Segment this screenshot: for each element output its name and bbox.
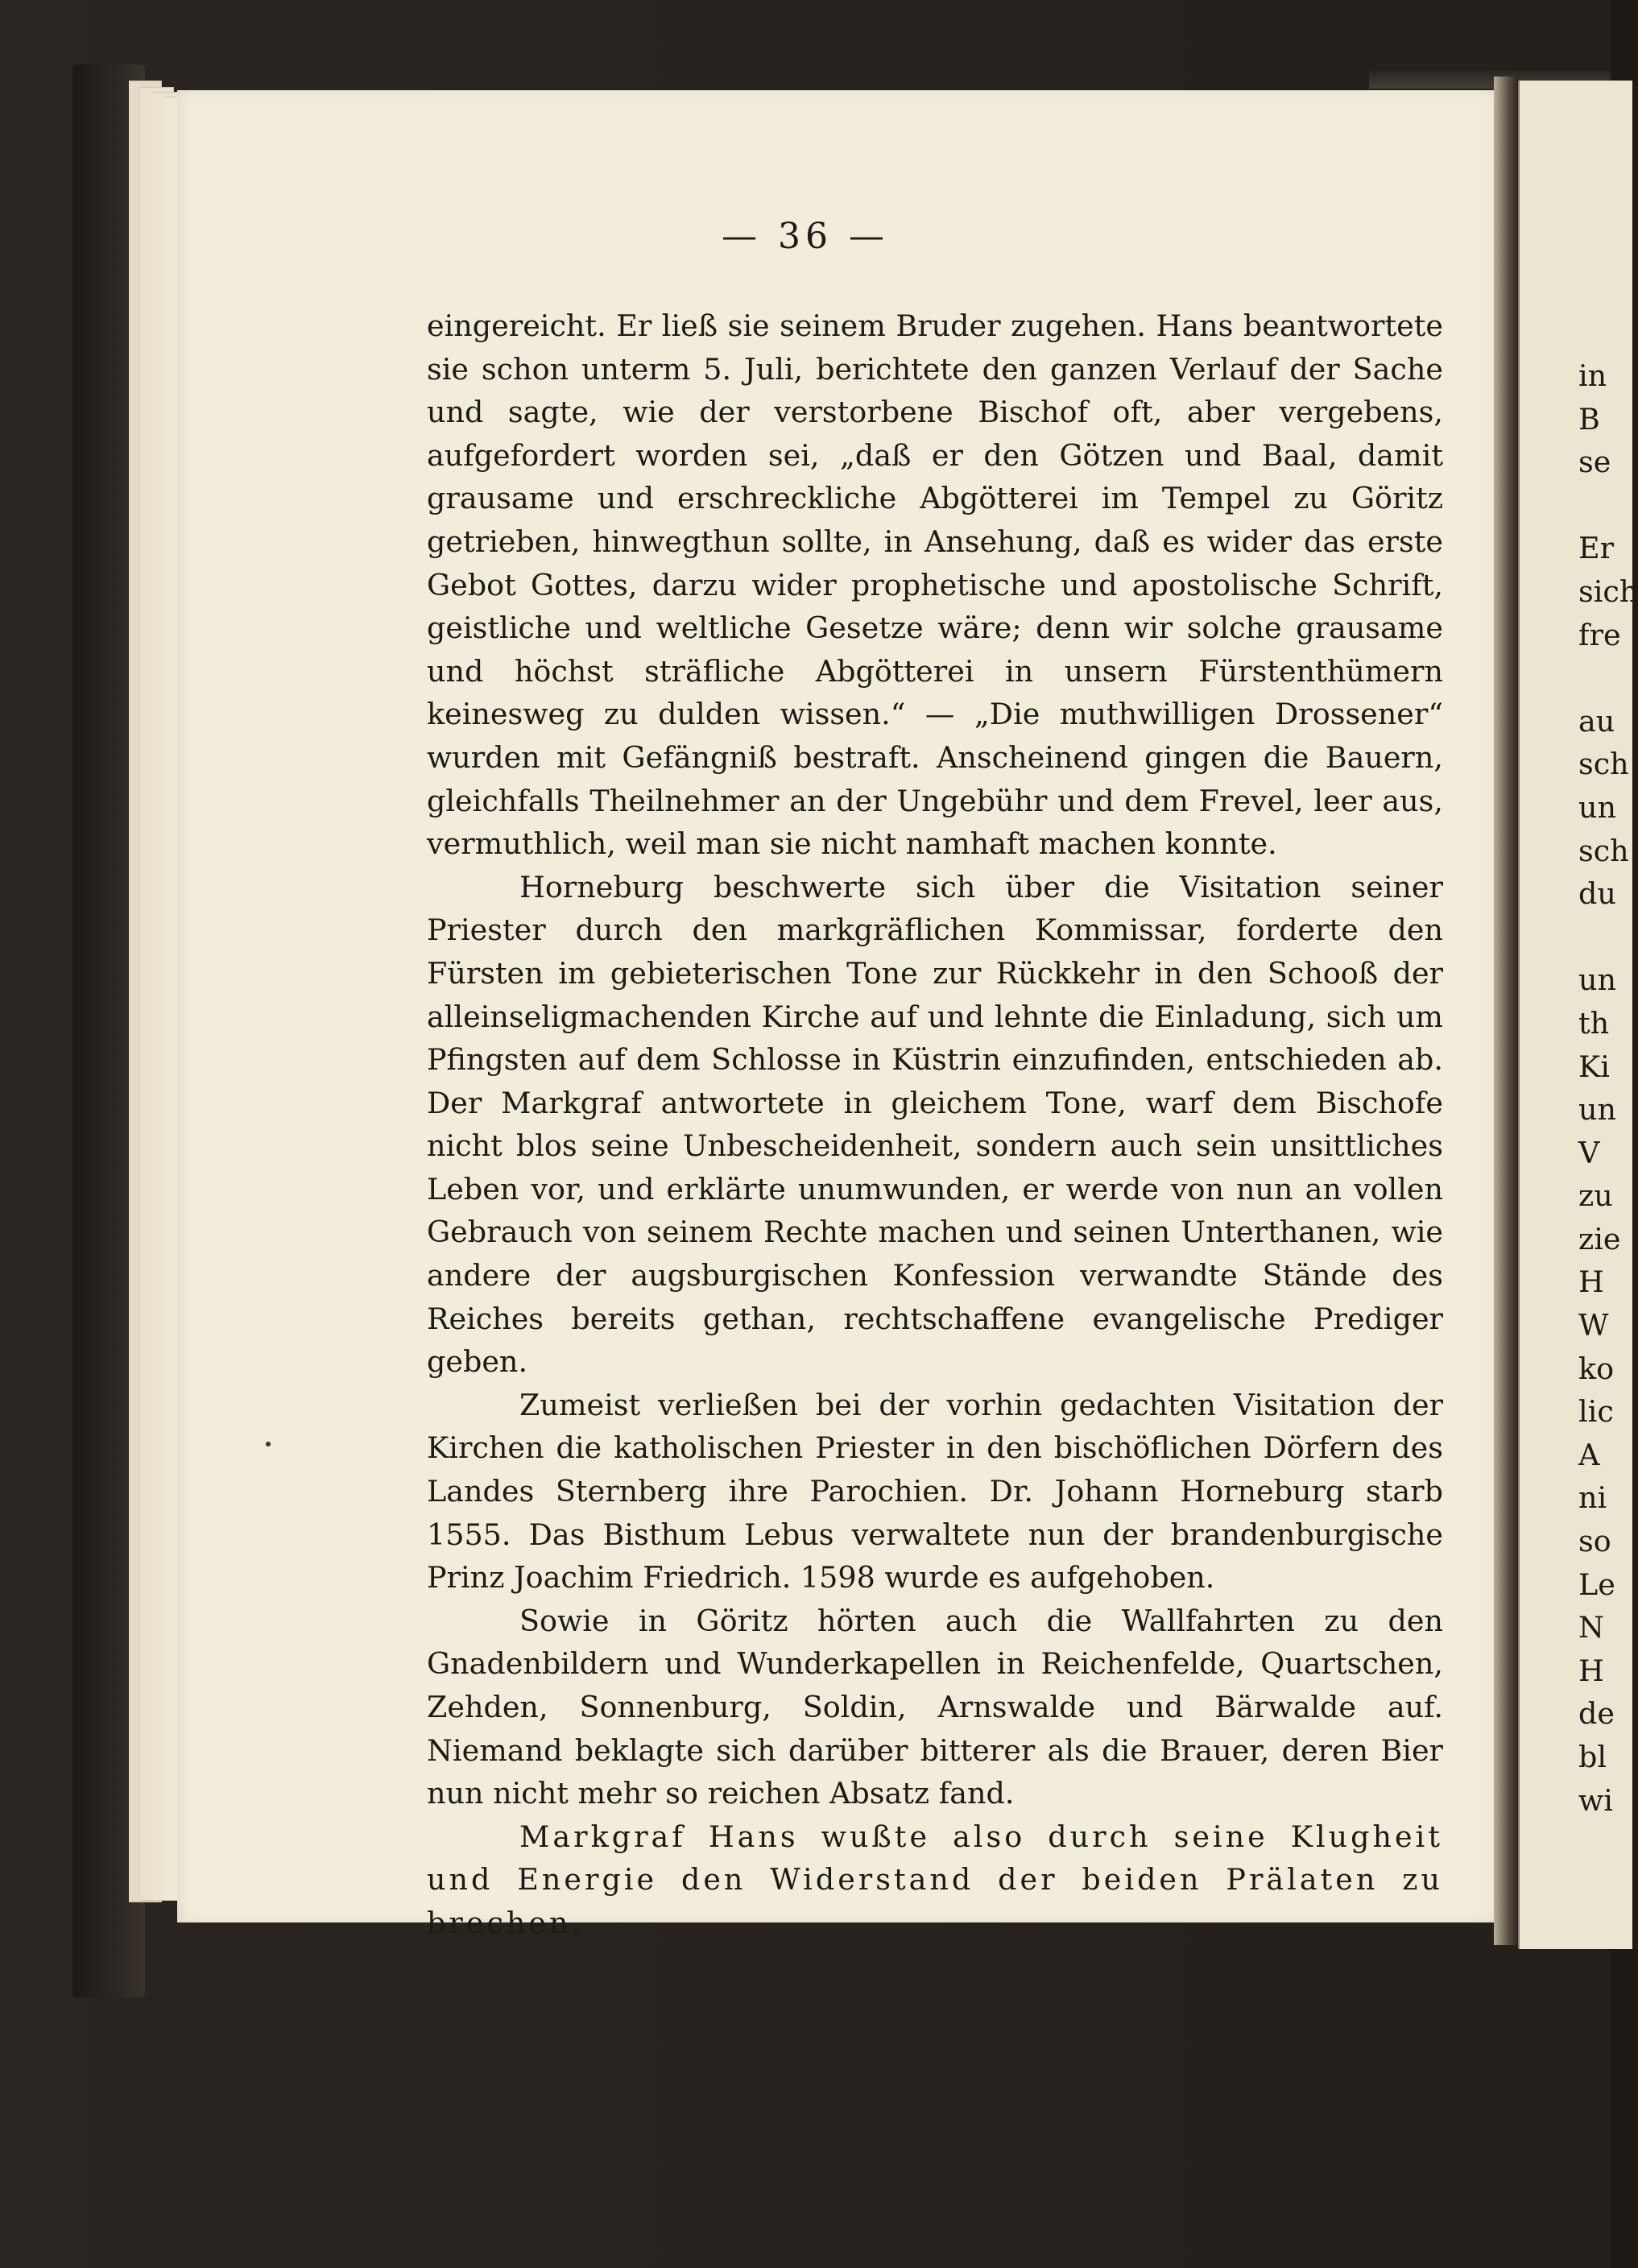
adjacent-line-fragment: de — [1578, 1696, 1615, 1732]
adjacent-line-fragment: fre — [1578, 617, 1621, 652]
adjacent-line-fragment — [1578, 656, 1638, 700]
adjacent-line-fragment: un — [1578, 1092, 1617, 1128]
adjacent-line-fragment: au — [1578, 703, 1615, 739]
adjacent-line-fragment: in — [1578, 358, 1607, 393]
adjacent-line-fragment: se — [1578, 445, 1611, 480]
adjacent-line-fragment: N — [1578, 1610, 1604, 1645]
adjacent-line-fragment: so — [1578, 1524, 1611, 1559]
adjacent-line-fragment: V — [1578, 1135, 1600, 1170]
adjacent-line-fragment: W — [1578, 1308, 1609, 1343]
paragraph: Zumeist verließen bei der vorhin gedachten Visitation der Kirchen die katholischen Priester in den bischöflichen Dörfern des Landes Sternberg ihre Parochien. Dr. Johann Horneburg starb 1555. Das Bisthum Lebus verwaltete nun der brandenburgische Prinz Joachim Friedrich. 1598 wurde es aufgehoben. — [427, 1387, 1443, 1595]
adjacent-line-fragment: un — [1578, 962, 1617, 998]
adjacent-line-fragment: sch — [1578, 833, 1629, 868]
ink-speck — [266, 1442, 271, 1446]
adjacent-line-fragment: th — [1578, 1005, 1610, 1041]
adjacent-line-fragment: Ki — [1578, 1049, 1610, 1084]
paragraph: Horneburg beschwerte sich über die Visitation seiner Priester durch den markgräflichen Kommissar, forderte den Fürsten im gebieterischen Tone zur Rückkehr in den Schooß der alleinseligmachenden Kirche auf und lehnte die Einladung, sich um Pfingsten auf dem Schlosse in Küstrin einzufinden, entschieden ab. Der Markgraf antwortete in gleichem Tone, warf dem Bischofe nicht blos seine Unbescheidenheit, sondern auch sein unsittliches Leben vor, und erklärte unumwunden, er werde von nun an vollen Gebrauch von seinem Rechte machen und seinen Unterthanen, wie andere der augsburgischen Konfession verwandte Stände des Reiches bereits gethan, rechtschaffene evangelische Prediger geben. — [427, 869, 1443, 1380]
adjacent-line-fragment: H — [1578, 1264, 1604, 1300]
paragraph: Sowie in Göritz hörten auch die Wallfahrten zu den Gnadenbildern und Wunderkapellen in Reichenfelde, Quartschen, Zehden, Sonnenburg, Soldin, Arnswalde und Bärwalde auf. Niemand beklagte sich darüber bitterer als die Brauer, deren Bier nun nicht mehr so reichen Absatz fand. — [427, 1603, 1443, 1811]
book-gutter — [1494, 77, 1518, 1945]
adjacent-line-fragment — [1578, 916, 1638, 959]
adjacent-line-fragment: bl — [1578, 1740, 1607, 1774]
adjacent-line-fragment: Er — [1578, 531, 1615, 566]
closing-paragraph: Markgraf Hans wußte also durch seine Klugheit und Energie den Widerstand der beiden Prälaten zu brechen. — [427, 1819, 1443, 1940]
adjacent-line-fragment — [1578, 484, 1638, 528]
paragraph: eingereicht. Er ließ sie seinem Bruder zugehen. Hans beantwortete sie schon unterm 5. Juli, berichtete den ganzen Verlauf der Sache und sagte, wie der verstorbene Bischof oft, aber vergebens, aufgefordert worden sei, „daß er den Götzen und Baal, damit grausame und erschreckliche Abgötterei im Tempel zu Göritz getrieben, hinwegthun sollte, in Ansehung, daß es wider das erste Gebot Gottes, darzu wider prophetische und apostolische Schrift, geistliche und weltliche Gesetze wäre; denn wir solche grausame und höchst sträfliche Abgötterei in unsern Fürstenthümern keinesweg zu dulden wissen.“ — „Die muthwilligen Drossener“ wurden mit Gefängniß bestraft. Anscheinend gingen die Bauern, gleichfalls Theilnehmer an der Ungebühr und dem Frevel, leer aus, vermuthlich, weil man sie nicht namhaft machen konnte. — [427, 308, 1443, 862]
adjacent-page-text — [1578, 354, 1638, 1822]
adjacent-line-fragment: un — [1578, 789, 1617, 825]
adjacent-line-fragment: sch — [1578, 747, 1629, 782]
adjacent-line-fragment: A — [1578, 1437, 1600, 1472]
adjacent-line-fragment: Le — [1578, 1566, 1615, 1602]
body-text — [427, 304, 1443, 1945]
adjacent-line-fragment: B — [1578, 401, 1600, 437]
adjacent-line-fragment: lic — [1578, 1394, 1614, 1430]
adjacent-line-fragment: H — [1578, 1653, 1604, 1688]
page-number: — 36 — — [722, 216, 889, 257]
adjacent-line-fragment: ni — [1578, 1480, 1607, 1516]
adjacent-line-fragment: du — [1578, 876, 1616, 912]
adjacent-line-fragment: zie — [1578, 1221, 1621, 1256]
adjacent-line-fragment: sich — [1578, 573, 1638, 609]
adjacent-line-fragment: ko — [1578, 1351, 1615, 1386]
adjacent-line-fragment: wi — [1578, 1782, 1613, 1818]
adjacent-line-fragment: zu — [1578, 1178, 1613, 1214]
